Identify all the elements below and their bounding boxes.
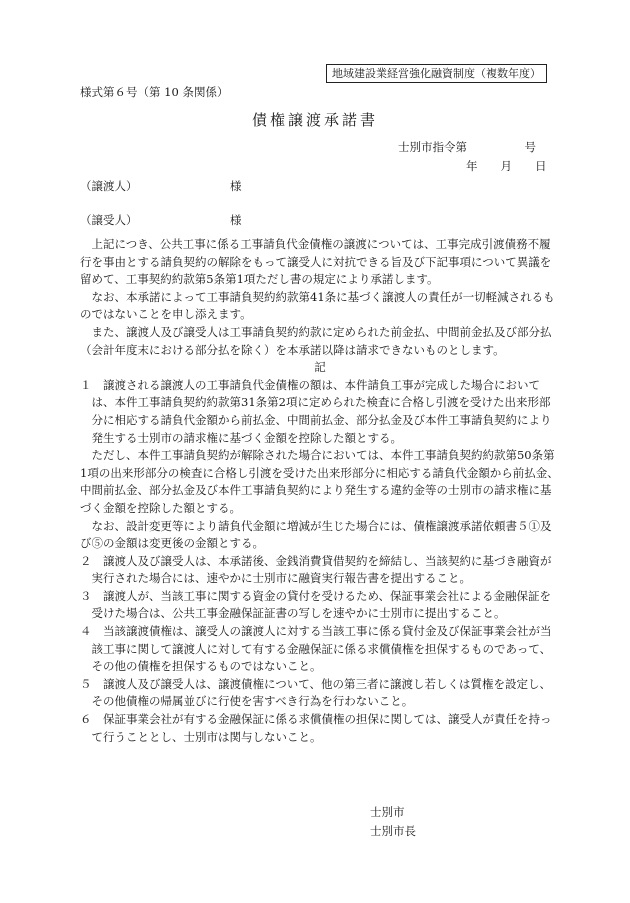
issue-date: 年 月 日: [466, 159, 547, 173]
list-item: ３ 譲渡人が、当該工事に関する資金の貸付を受けるため、保証事業会社による金融保証を受けた場合は、公共工事金融保証証書の写しを速やかに士別市に提出すること。: [80, 588, 552, 621]
assignor-honorific: 様: [230, 179, 242, 193]
document-body: [80, 236, 560, 746]
assignee-label: （譲受人）: [80, 213, 138, 227]
paragraph-consent: 上記につき、公共工事に係る工事請負代金債権の譲渡については、工事完成引渡債務不履行を事由とする請負契約の解除をもって譲受人に対抗できる旨及び下記事項について異議を留めて、工事契約約款第5条第1項ただし書の規定により承諾します。: [80, 237, 552, 287]
document-title: 債権譲渡承諾書: [251, 111, 378, 129]
list-item: ４ 当該譲渡債権は、譲受人の譲渡人に対する当該工事に係る貸付金及び保証事業会社が当該工事に関して譲渡人に対して有する金融保証に係る求償債権を担保するものであって、その他の債権を担保するものではないこと。: [80, 624, 552, 674]
paragraph-responsibility: なお、本承諾によって工事請負契約約款第41条に基づく譲渡人の責任が一切軽減されるものではないことを申し添えます。: [80, 289, 555, 322]
paragraph-payments: また、譲渡人及び譲受人は工事請負契約約款に定められた前金払、中間前金払及び部分払（会計年度末における部分払を除く）を本承諾以降は請求できないものとします。: [80, 324, 552, 357]
signature-block: [370, 803, 416, 841]
list-item-sub: なお、設計変更等により請負代金額に増減が生じた場合には、債権譲渡承諾依頼書５①及び⑤の金額は変更後の金額とする。: [80, 518, 552, 551]
designation-number: 士別市指令第 号: [398, 140, 536, 154]
list-item: ２ 譲渡人及び譲受人は、本承諾後、金銭消費貸借契約を締結し、当該契約に基づき融資が実行された場合には、速やかに士別市に融資実行報告書を提出すること。: [80, 553, 552, 586]
ki-heading: 記: [314, 360, 326, 375]
program-label-box: 地域建設業経営強化融資制度（複数年度）: [326, 64, 547, 83]
list-item-sub: ただし、本件工事請負契約が解除された場合においては、本件工事請負契約約款第50条第1項の出来形部分の検査に合格し引渡を受けた出来形部分に相応する請負代金額から前払金、中間前払金、部分払金及び本件工事請負契約により発生する違約金等の士別市の請求権に基づく金額を控除した額とする。: [80, 448, 559, 515]
list-item: ６ 保証事業会社が有する金融保証に係る求償債権の担保に関しては、譲受人が責任を持って行うこととし、士別市は関与しないこと。: [80, 712, 552, 744]
list-item: １ 譲渡される譲渡人の工事請負代金債権の額は、本件請負工事が完成した場合においては、本件工事請負契約約款第31条第2項に定められた検査に合格し引渡を受けた出来形部分に相応する請負代金額から前払金、中間前払金、部分払金及び本件工事請負契約により発生する士別市の請求権に基づく金額を控除した額とする。: [80, 377, 552, 445]
signature-mayor: 士別市長: [370, 824, 416, 838]
form-number: 様式第６号（第 10 条関係）: [80, 85, 229, 99]
assignor-label: （譲渡人）: [80, 179, 138, 193]
signature-city: 士別市: [370, 805, 405, 819]
assignee-honorific: 様: [230, 213, 242, 227]
list-item: ５ 譲渡人及び譲受人は、譲渡債権について、他の第三者に譲渡し若しくは質権を設定し、その他債権の帰属並びに行使を害すべき行為を行わないこと。: [80, 676, 552, 709]
